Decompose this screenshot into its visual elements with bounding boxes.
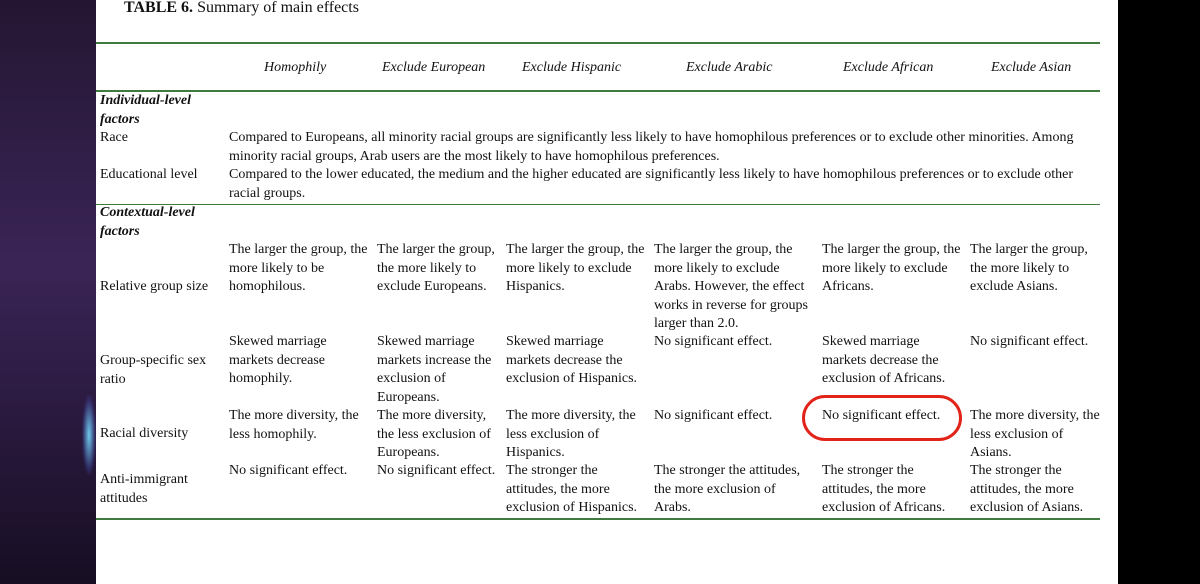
cell-diversity-asian: The more diversity, the less exclusion of Asians. (970, 408, 1100, 460)
col-header-exclude-arabic: Exclude Arabic (686, 60, 773, 75)
row-label-anti-immigrant: Anti-immigrant attitudes (100, 472, 188, 506)
table-title-label: TABLE 6. (124, 0, 194, 16)
cell-sex-ratio-hispanic: Skewed marriage markets decrease the exclusion of Hispanics. (506, 334, 638, 386)
row-label-racial-diversity: Racial diversity (100, 426, 189, 441)
cell-sex-ratio-african: Skewed marriage markets decrease the exclusion of Africans. (822, 334, 946, 386)
row-text-education: Compared to the lower educated, the medium and the higher educated are significantly less likely to have homophilous preferences or to exclude other racial groups. (229, 167, 1073, 201)
cell-anti-immigrant-asian: The stronger the attitudes, the more exclusion of Asians. (970, 463, 1084, 515)
cell-sex-ratio-european: Skewed marriage markets increase the exclusion of Europeans. (377, 334, 492, 405)
cell-group-size-hispanic: The larger the group, the more likely to exclude Hispanics. (506, 242, 645, 294)
row-label-sex-ratio: Group-specific sex ratio (100, 353, 207, 387)
highlight-annotation-circle (802, 395, 962, 441)
cell-anti-immigrant-african: The stronger the attitudes, the more exclusion of Africans. (822, 463, 946, 515)
row-label-group-size: Relative group size (100, 279, 209, 294)
section-individual-level: Individual-level factors (100, 93, 191, 127)
col-header-exclude-european: Exclude European (382, 60, 486, 75)
cell-group-size-asian: The larger the group, the more likely to exclude Asians. (970, 242, 1088, 294)
col-header-exclude-asian: Exclude Asian (991, 60, 1072, 75)
cell-anti-immigrant-hispanic: The stronger the attitudes, the more exclusion of Hispanics. (506, 463, 638, 515)
cell-diversity-european: The more diversity, the less exclusion of Europeans. (377, 408, 491, 460)
cell-group-size-european: The larger the group, the more likely to exclude Europeans. (377, 242, 495, 294)
col-header-exclude-african: Exclude African (843, 60, 934, 75)
cell-diversity-hispanic: The more diversity, the less exclusion of Hispanics. (506, 408, 636, 460)
cell-group-size-arabic: The larger the group, the more likely to exclude Arabs. However, the effect works in reverse for groups larger than 2.0. (654, 242, 808, 331)
row-label-race: Race (100, 130, 128, 145)
left-background-strip (0, 0, 96, 584)
top-rule (96, 42, 1100, 44)
cell-anti-immigrant-arabic: The stronger the attitudes, the more exclusion of Arabs. (654, 463, 801, 515)
cell-sex-ratio-asian: No significant effect. (970, 334, 1089, 349)
col-header-homophily: Homophily (264, 60, 327, 75)
decorative-glow (82, 395, 96, 475)
header-rule (96, 90, 1100, 92)
cell-anti-immigrant-homophily: No significant effect. (229, 463, 348, 478)
right-background-strip (1118, 0, 1200, 584)
cell-diversity-arabic: No significant effect. (654, 408, 773, 423)
cell-group-size-homophily: The larger the group, the more likely to be homophilous. (229, 242, 368, 294)
row-label-education: Educational level (100, 167, 198, 182)
table-title (124, 0, 359, 17)
cell-sex-ratio-arabic: No significant effect. (654, 334, 773, 349)
row-text-race: Compared to Europeans, all minority racial groups are significantly less likely to have homophilous preferences or to exclude other minorities. Among minority racial groups, Arab users are the most likely to have homophilous preferences. (229, 130, 1074, 164)
cell-group-size-african: The larger the group, the more likely to exclude Africans. (822, 242, 961, 294)
bottom-rule (96, 518, 1100, 520)
section-contextual-level: Contextual-level factors (100, 205, 195, 239)
cell-anti-immigrant-european: No significant effect. (377, 463, 496, 478)
document-page (96, 0, 1118, 584)
cell-sex-ratio-homophily: Skewed marriage markets decrease homophily. (229, 334, 327, 386)
cell-diversity-african: No significant effect. (822, 408, 941, 423)
col-header-exclude-hispanic: Exclude Hispanic (522, 60, 622, 75)
cell-diversity-homophily: The more diversity, the less homophily. (229, 408, 359, 442)
table-title-text: Summary of main effects (197, 0, 359, 16)
section-rule (96, 204, 1100, 205)
